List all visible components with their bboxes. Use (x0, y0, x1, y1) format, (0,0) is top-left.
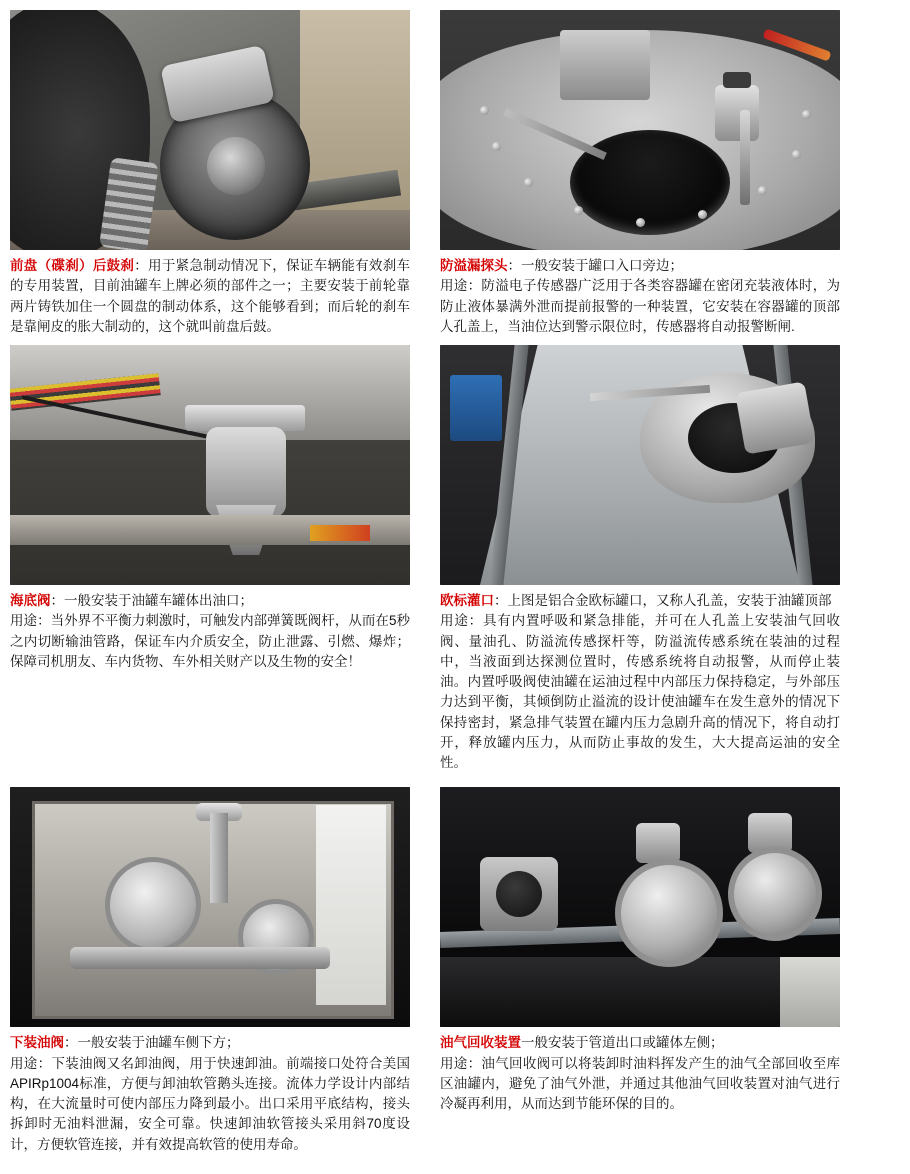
caption-bottom-valve (10, 591, 410, 611)
caption-euro-port (440, 591, 840, 611)
term-label: 前盘（碟刹）后鼓刹 (10, 258, 135, 273)
term-label: 油气回收装置 (440, 1035, 521, 1051)
section-vapor-recovery (440, 773, 840, 1155)
term-label: 海底阀 (10, 593, 51, 608)
usage-vapor-recovery (440, 1054, 840, 1115)
usage-text: 油气回收阀可以将装卸时油料挥发产生的油气全部回收至库区油罐内，避免了油气外泄，并通过其他油气回收装置对油气进行冷凝再利用，从而达到节能环保的目的。 (440, 1055, 841, 1111)
section-euro-filling-port (440, 337, 840, 773)
usage-label: 用途： (440, 278, 482, 294)
term-colon: ： (507, 258, 521, 273)
section-overfill-probe (440, 10, 840, 337)
usage-loading-valve (10, 1054, 410, 1155)
usage-text: 当外界不平衡力刺激时，可触发内部弹簧既阀杆，从而在5秒之内切断输油管路，保证车内介质安全，防止泄露、引燃、爆炸；保障司机朋友、车内货物、车外相关财产以及生物的安全！ (10, 613, 410, 669)
usage-euro-port (440, 611, 840, 773)
lead-text: 一般安装于油罐车侧下方； (77, 1035, 240, 1051)
bottom-valve-photo (10, 345, 410, 585)
lead-text: 一般安装于油罐车罐体出油口； (64, 593, 253, 608)
caption-front-brake (10, 256, 410, 337)
usage-label: 用途： (10, 613, 51, 629)
caption-loading-valve (10, 1033, 410, 1053)
euro-manhole-photo (440, 345, 840, 585)
term-colon: ： (50, 593, 64, 608)
lead-text: 一般安装于管道出口或罐体左侧； (521, 1035, 724, 1051)
caption-vapor-recovery (440, 1033, 840, 1053)
term-label: 防溢漏探头 (440, 258, 508, 273)
lead-text: 上图是铝合金欧标罐口，又称人孔盖，安装于油罐顶部 (507, 593, 832, 608)
usage-text: 防溢电子传感器广泛用于各类容器罐在密闭充装液体时，为防止液体暴满外泄而提前报警的一种装置，它安装在容器罐的顶部人孔盖上，当油位达到警示限位时，传感器将自动报警断闸. (440, 278, 841, 334)
section-bottom-valve (10, 337, 410, 773)
vapor-recovery-photo (440, 787, 840, 1027)
term-colon: ： (134, 258, 149, 273)
usage-bottom-valve (10, 611, 410, 672)
caption-body: 用于紧急制动情况下，保证车辆能有效刹车的专用装置，目前油罐车上牌必须的部件之一；主要安装于前轮靠两片铸铁加住一个圆盘的制动体系，这个能够看到；而后轮的刹车是靠闸皮的胀大制动的，这个就叫前盘后鼓。 (10, 258, 411, 334)
loading-valve-photo (10, 787, 410, 1027)
caption-overfill-probe (440, 256, 840, 276)
usage-text: 下装油阀又名卸油阀，用于快速卸油。前端接口处符合美国APIRp1004标准，方便与卸油软管鹅头连接。流体力学设计内部结构，在大流量时可使内部压力降到最小。出口采用平底结构，接头拆卸时无油料泄漏，安全可靠。快速卸油软管接头采用斜70度设计，方便软管连接，并有效提高软管的使用寿命。 (10, 1055, 411, 1152)
usage-label: 用途： (440, 613, 483, 629)
section-front-disc-rear-drum-brake (10, 10, 410, 337)
usage-overfill-probe (440, 276, 840, 337)
term-colon: ： (494, 593, 508, 608)
manhole-sensor-photo (440, 10, 840, 250)
term-label: 欧标灌口 (440, 593, 494, 608)
lead-text: 一般安装于罐口入口旁边； (521, 258, 683, 273)
usage-label: 用途： (10, 1055, 52, 1071)
term-label: 下装油阀 (10, 1035, 64, 1051)
usage-label: 用途： (440, 1055, 482, 1071)
term-colon: ： (64, 1035, 78, 1051)
brake-disc-photo (10, 10, 410, 250)
section-bottom-loading-valve (10, 773, 410, 1155)
usage-text: 具有内置呼吸和紧急排能，并可在人孔盖上安装油气回收阀、量油孔、防溢流传感探杆等，防溢流传感系统在装油的过程中，当液面到达探测位置时，传感系统将自动报警，从而停止装油。内置呼吸阀使油罐在运油过程中内部压力保持稳定，与外部压力达到平衡，其倾倒防止溢流的设计使油罐车在发生意外的情况下保持密封，紧急排气装置在罐内压力急剧升高的情况下，将自动打开，释放罐内压力，从而防止事故的发生，大大提高运油的安全性。 (440, 613, 841, 770)
